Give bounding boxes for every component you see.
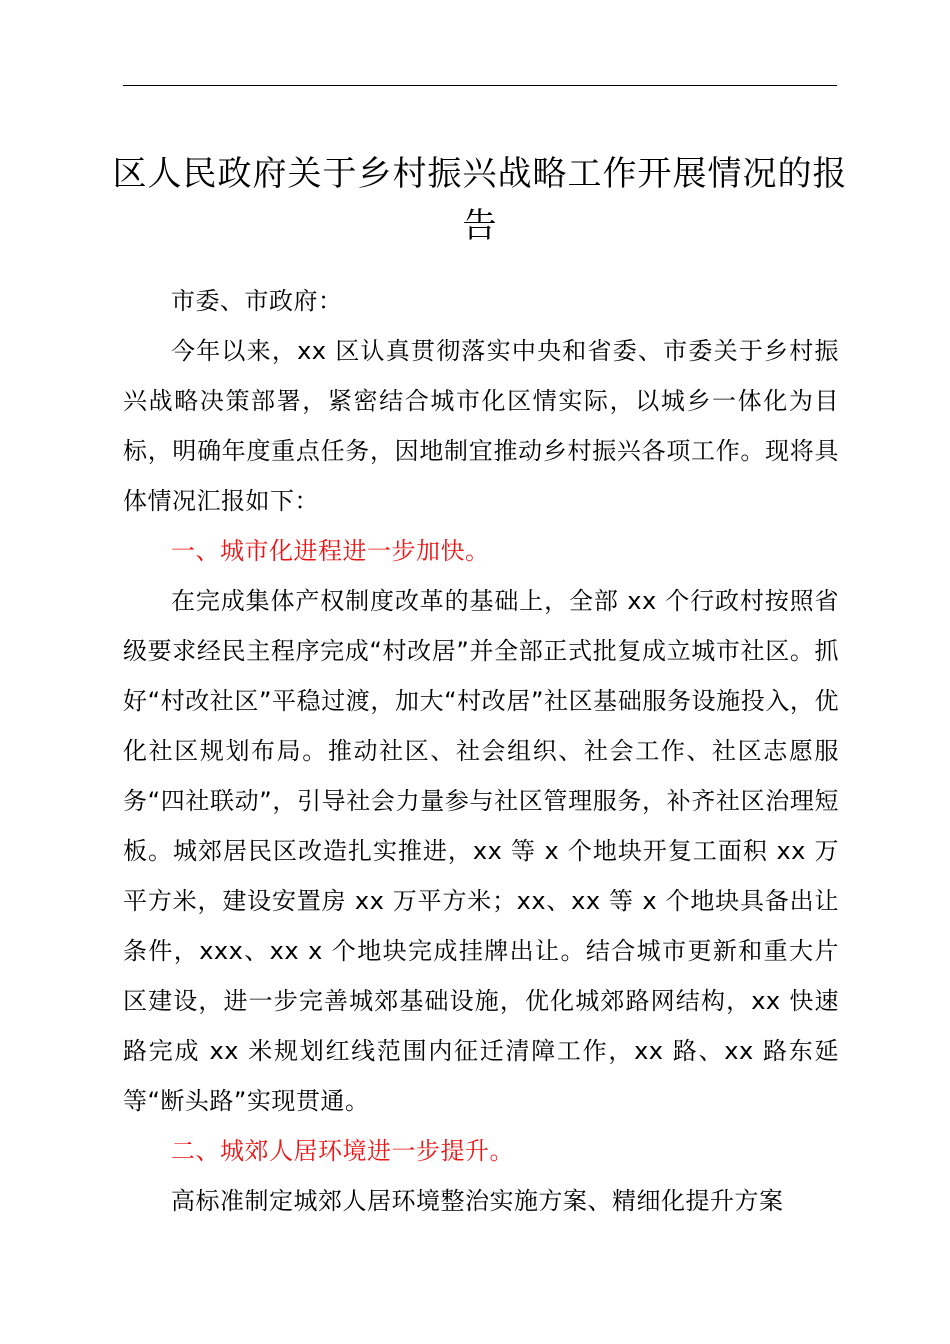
section-heading-2: 二、城郊人居环境进一步提升。 [171,1137,514,1165]
section-heading-1: 一、城市化进程进一步加快。 [171,537,490,565]
paragraph-intro: 今年以来，xx 区认真贯彻落实中央和省委、市委关于乡村振兴战略决策部署，紧密结合城市化区情实际，以城乡一体化为目标，明确年度重点任务，因地制宜推动乡村振兴各项工作。现将具体情况汇报如下： [123,337,839,515]
salutation: 市委、市政府： [171,287,343,315]
document-body [123,276,839,1226]
header-rule [123,85,837,86]
document-title: 区人民政府关于乡村振兴战略工作开展情况的报告 [112,154,848,246]
paragraph-section-1: 在完成集体产权制度改革的基础上，全部 xx 个行政村按照省级要求经民主程序完成“村改居”并全部正式批复成立城市社区。抓好“村改社区”平稳过渡，加大“村改居”社区基础服务设施投入，优化社区规划布局。推动社区、社会组织、社会工作、社区志愿服务“四社联动”，引导社会力量参与社区管理服务，补齐社区治理短板。城郊居民区改造扎实推进，xx 等 x 个地块开复工面积 xx 万平方米，建设安置房 xx 万平方米；xx、xx 等 x 个地块具备出让条件，xxx、xx x 个地块完成挂牌出让。结合城市更新和重大片区建设，进一步完善城郊基础设施，优化城郊路网结构，xx 快速路完成 xx 米规划红线范围内征迁清障工作，xx 路、xx 路东延等“断头路”实现贯通。 [123,587,839,1115]
paragraph-section-2: 高标准制定城郊人居环境整治实施方案、精细化提升方案 [171,1187,784,1215]
